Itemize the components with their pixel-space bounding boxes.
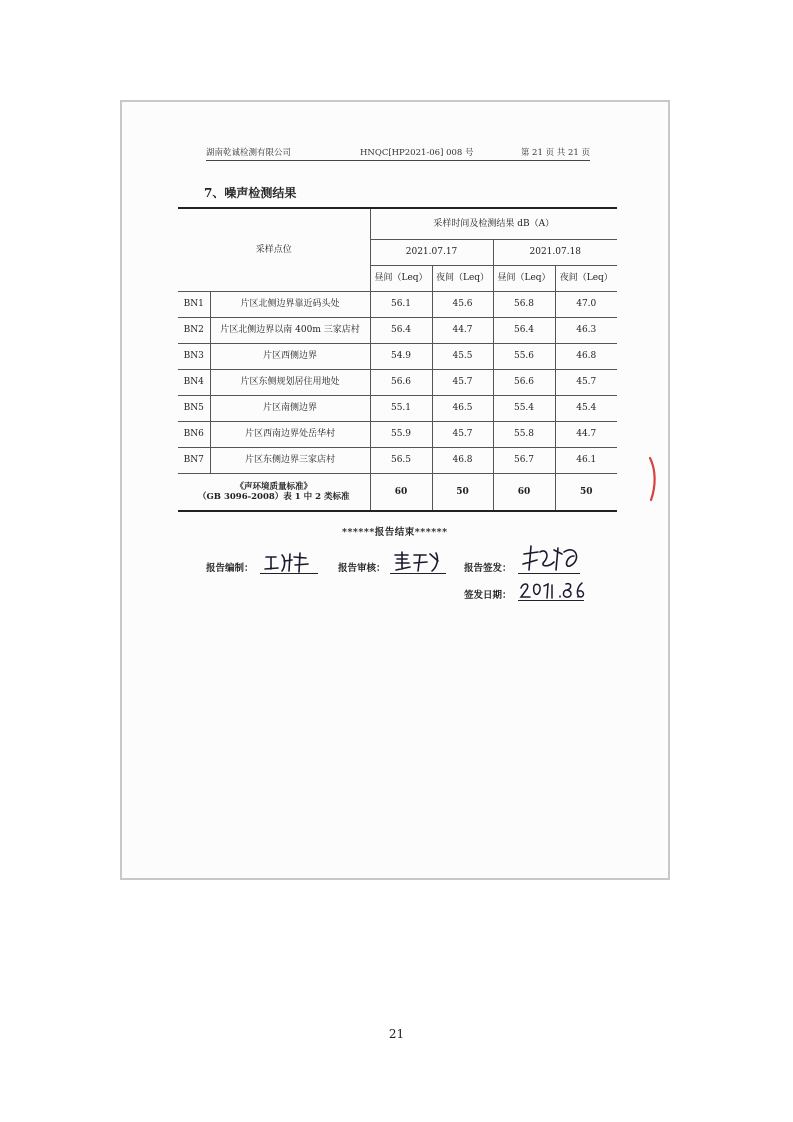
value-cell: 45.7 bbox=[432, 422, 493, 448]
point-location: 片区北侧边界靠近码头处 bbox=[210, 292, 370, 318]
red-seal-edge bbox=[648, 456, 658, 502]
value-cell: 45.6 bbox=[432, 292, 493, 318]
value-cell: 55.8 bbox=[493, 422, 555, 448]
scanned-page bbox=[120, 100, 670, 880]
value-cell: 44.7 bbox=[555, 422, 617, 448]
point-id: BN7 bbox=[178, 448, 210, 474]
standard-value: 60 bbox=[493, 474, 555, 512]
value-cell: 46.8 bbox=[555, 344, 617, 370]
point-location: 片区西侧边界 bbox=[210, 344, 370, 370]
point-id: BN5 bbox=[178, 396, 210, 422]
value-cell: 46.5 bbox=[432, 396, 493, 422]
table-row bbox=[178, 396, 617, 422]
company-name: 湖南乾诚检测有限公司 bbox=[206, 148, 292, 158]
value-cell: 55.6 bbox=[493, 344, 555, 370]
standard-value: 60 bbox=[370, 474, 432, 512]
period-header: 夜间（Leq） bbox=[555, 266, 617, 292]
date-header-2: 2021.07.18 bbox=[493, 240, 617, 266]
page-info: 第 21 页 共 21 页 bbox=[520, 148, 590, 158]
value-cell: 55.1 bbox=[370, 396, 432, 422]
point-location: 片区西南边界处岳华村 bbox=[210, 422, 370, 448]
table-row bbox=[178, 318, 617, 344]
handwritten-date bbox=[518, 580, 586, 602]
value-cell: 56.7 bbox=[493, 448, 555, 474]
value-cell: 46.1 bbox=[555, 448, 617, 474]
value-cell: 45.7 bbox=[432, 370, 493, 396]
standard-name bbox=[178, 474, 370, 512]
point-location: 片区东侧规划居住用地处 bbox=[210, 370, 370, 396]
date-header-1: 2021.07.17 bbox=[370, 240, 493, 266]
page-number: 21 bbox=[388, 1027, 405, 1041]
period-header: 昼间（Leq） bbox=[370, 266, 432, 292]
noise-results-table bbox=[178, 207, 617, 512]
point-id: BN6 bbox=[178, 422, 210, 448]
reviewed-signature bbox=[392, 549, 446, 575]
compiled-signature bbox=[262, 549, 314, 575]
reviewed-label: 报告审核： bbox=[338, 563, 386, 574]
table-row bbox=[178, 370, 617, 396]
period-header: 夜间（Leq） bbox=[432, 266, 493, 292]
report-end-mark: ******报告结束****** bbox=[342, 527, 448, 538]
value-cell: 56.1 bbox=[370, 292, 432, 318]
value-cell: 56.8 bbox=[493, 292, 555, 318]
value-cell: 56.4 bbox=[493, 318, 555, 344]
value-cell: 55.9 bbox=[370, 422, 432, 448]
value-cell: 47.0 bbox=[555, 292, 617, 318]
value-cell: 46.3 bbox=[555, 318, 617, 344]
value-cell: 45.5 bbox=[432, 344, 493, 370]
result-header: 采样时间及检测结果 dB（A） bbox=[370, 208, 617, 240]
point-id: BN2 bbox=[178, 318, 210, 344]
point-id: BN3 bbox=[178, 344, 210, 370]
point-id: BN4 bbox=[178, 370, 210, 396]
table-row bbox=[178, 344, 617, 370]
table-row bbox=[178, 422, 617, 448]
value-cell: 56.6 bbox=[493, 370, 555, 396]
value-cell: 46.8 bbox=[432, 448, 493, 474]
period-header: 昼间（Leq） bbox=[493, 266, 555, 292]
report-number: HNQC[HP2021-06] 008 号 bbox=[360, 148, 474, 158]
point-location: 片区北侧边界以南 400m 三家店村 bbox=[210, 318, 370, 344]
approved-signature bbox=[520, 542, 584, 574]
value-cell: 44.7 bbox=[432, 318, 493, 344]
point-location: 片区东侧边界三家店村 bbox=[210, 448, 370, 474]
standard-value: 50 bbox=[555, 474, 617, 512]
value-cell: 45.7 bbox=[555, 370, 617, 396]
table-row bbox=[178, 292, 617, 318]
standard-name-line1: 《声环境质量标准》 bbox=[235, 481, 313, 492]
page-header bbox=[206, 144, 590, 161]
compiled-label: 报告编制： bbox=[206, 563, 254, 574]
point-location: 片区南侧边界 bbox=[210, 396, 370, 422]
value-cell: 56.4 bbox=[370, 318, 432, 344]
date-label: 签发日期： bbox=[464, 590, 512, 601]
approved-label: 报告签发： bbox=[464, 563, 512, 574]
point-header: 采样点位 bbox=[178, 208, 370, 292]
point-id: BN1 bbox=[178, 292, 210, 318]
section-title: 7、噪声检测结果 bbox=[204, 186, 297, 200]
standard-value: 50 bbox=[432, 474, 493, 512]
value-cell: 54.9 bbox=[370, 344, 432, 370]
standard-row bbox=[178, 474, 617, 512]
value-cell: 56.5 bbox=[370, 448, 432, 474]
standard-name-line2: （GB 3096-2008）表 1 中 2 类标准 bbox=[198, 492, 350, 502]
value-cell: 56.6 bbox=[370, 370, 432, 396]
value-cell: 55.4 bbox=[493, 396, 555, 422]
value-cell: 45.4 bbox=[555, 396, 617, 422]
table-row bbox=[178, 448, 617, 474]
